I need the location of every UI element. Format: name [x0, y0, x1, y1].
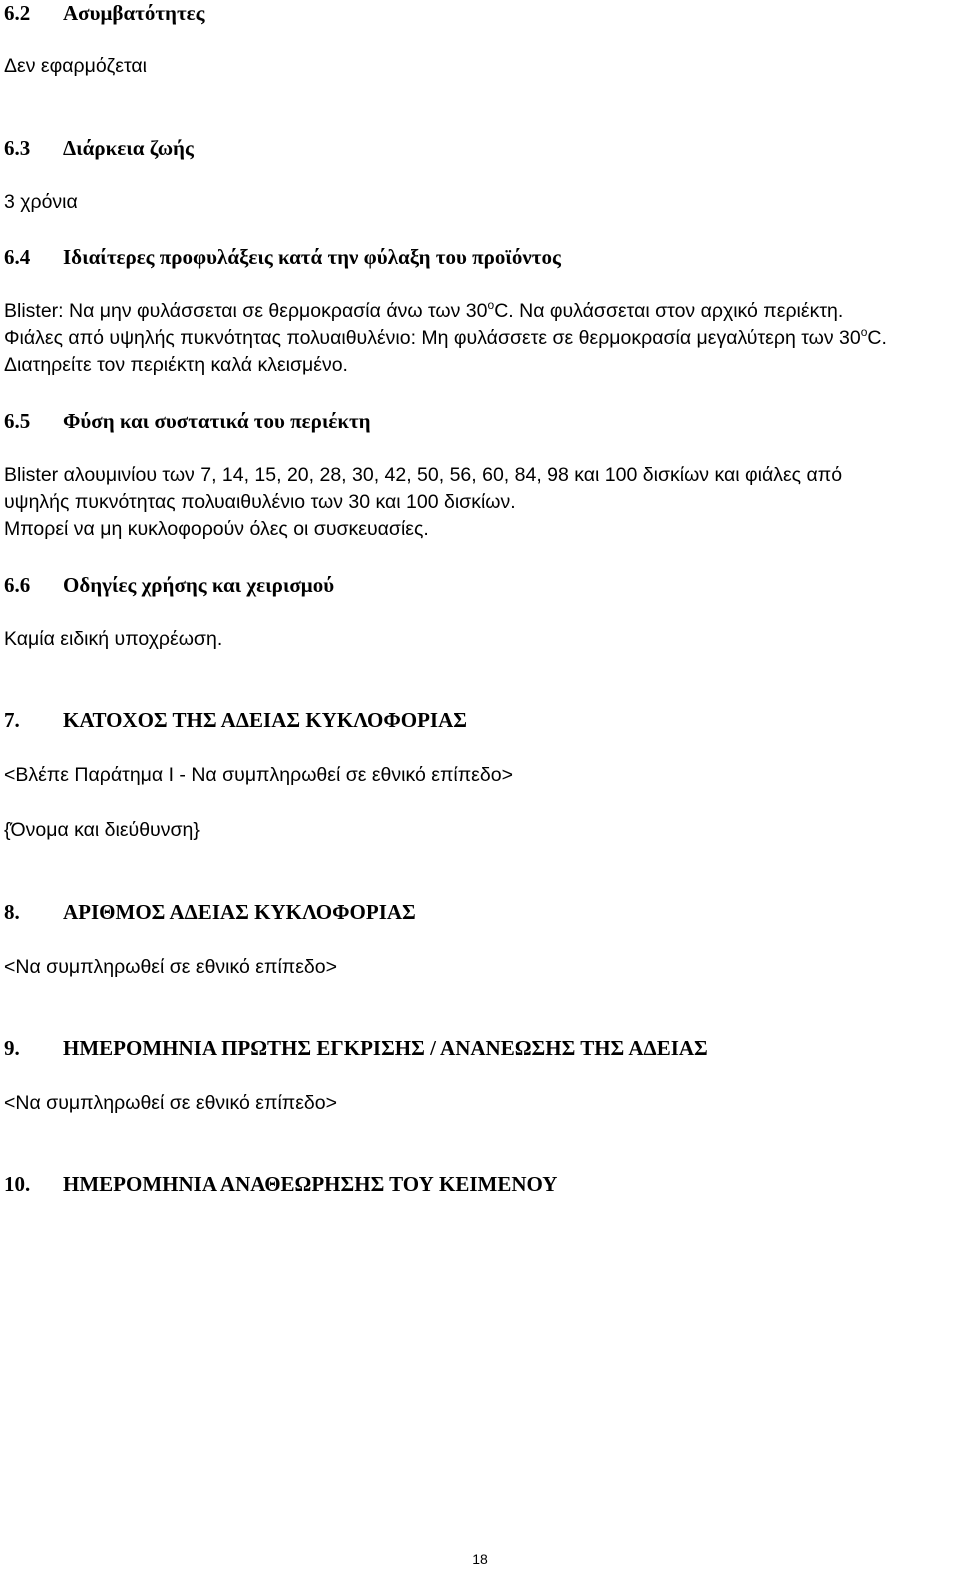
section-title: ΑΡΙΘΜΟΣ ΑΔΕΙΑΣ ΚΥΚΛΟΦΟΡΙΑΣ: [63, 900, 416, 924]
storage-blister-line: [4, 298, 887, 325]
section-6-3-heading: [4, 135, 194, 161]
section-9-body: <Να συμπληρωθεί σε εθνικό επίπεδο>: [4, 1092, 338, 1114]
section-number: 6.2: [4, 1, 31, 25]
section-title: ΚΑΤΟΧΟΣ ΤΗΣ ΑΔΕΙΑΣ ΚΥΚΛΟΦΟΡΙΑΣ: [63, 708, 467, 732]
section-7-body-2: {Όνομα και διεύθυνση}: [4, 819, 200, 841]
section-title: Φύση και συστατικά του περιέκτη: [63, 409, 371, 433]
section-title: Οδηγίες χρήσης και χειρισμού: [63, 573, 335, 597]
text-fragment: Blister: Να μην φυλάσσεται σε θερμοκρασία άνω των 30: [4, 300, 488, 322]
section-10-heading: [4, 1171, 557, 1197]
section-6-4-body: [4, 298, 887, 379]
section-6-2-heading: [4, 0, 204, 26]
section-6-4-heading: [4, 244, 561, 270]
degree-superscript: ο: [860, 325, 868, 339]
section-number: 7.: [4, 708, 20, 732]
section-number: 6.4: [4, 245, 31, 269]
section-number: 10.: [4, 1172, 31, 1196]
section-number: 6.6: [4, 573, 31, 597]
section-number: 6.3: [4, 136, 31, 160]
section-number: 9.: [4, 1036, 20, 1060]
text-fragment: C. Να φυλάσσεται στον αρχικό περιέκτη.: [494, 300, 844, 322]
text-fragment: Φιάλες από υψηλής πυκνότητας πολυαιθυλένιο: Μη φυλάσσετε σε θερμοκρασία μεγαλύτερη των 30: [4, 327, 861, 349]
section-6-5-body: [4, 462, 842, 543]
section-number: 6.5: [4, 409, 31, 433]
section-title: Ιδιαίτερες προφυλάξεις κατά την φύλαξη του προϊόντος: [63, 245, 561, 269]
container-line-2: υψηλής πυκνότητας πολυαιθυλένιο των 30 και 100 δισκίων.: [4, 491, 516, 513]
degree-superscript: ο: [487, 298, 495, 312]
container-line-3: Μπορεί να μη κυκλοφορούν όλες οι συσκευασίες.: [4, 518, 429, 540]
section-6-2-body: Δεν εφαρμόζεται: [4, 55, 147, 77]
section-title: Ασυμβατότητες: [63, 1, 205, 25]
section-title: ΗΜΕΡΟΜΗΝΙΑ ΑΝΑΘΕΩΡΗΣΗΣ ΤΟΥ ΚΕΙΜΕΝΟΥ: [63, 1172, 558, 1196]
page-number: 18: [472, 1551, 488, 1567]
section-6-6-heading: [4, 572, 334, 598]
section-7-body-1: <Βλέπε Παράτημα I - Να συμπληρωθεί σε εθνικό επίπεδο>: [4, 764, 513, 786]
section-title: Διάρκεια ζωής: [63, 136, 194, 160]
storage-closed-line: Διατηρείτε τον περιέκτη καλά κλεισμένο.: [4, 354, 348, 376]
container-line-1: Blister αλουμινίου των 7, 14, 15, 20, 28, 30, 42, 50, 56, 60, 84, 98 και 100 δισκίων και φιάλες από: [4, 464, 843, 486]
section-9-heading: [4, 1035, 708, 1061]
section-6-5-heading: [4, 408, 371, 434]
section-8-heading: [4, 899, 416, 925]
section-7-heading: [4, 707, 467, 733]
section-number: 8.: [4, 900, 20, 924]
storage-bottle-line: [4, 325, 887, 352]
section-6-6-body: Καμία ειδική υποχρέωση.: [4, 628, 223, 650]
section-title: ΗΜΕΡΟΜΗΝΙΑ ΠΡΩΤΗΣ ΕΓΚΡΙΣΗΣ / ΑΝΑΝΕΩΣΗΣ ΤΗΣ ΑΔΕΙΑΣ: [63, 1036, 708, 1060]
section-8-body: <Να συμπληρωθεί σε εθνικό επίπεδο>: [4, 956, 338, 978]
text-fragment: C.: [867, 327, 887, 349]
section-6-3-body: 3 χρόνια: [4, 191, 78, 213]
